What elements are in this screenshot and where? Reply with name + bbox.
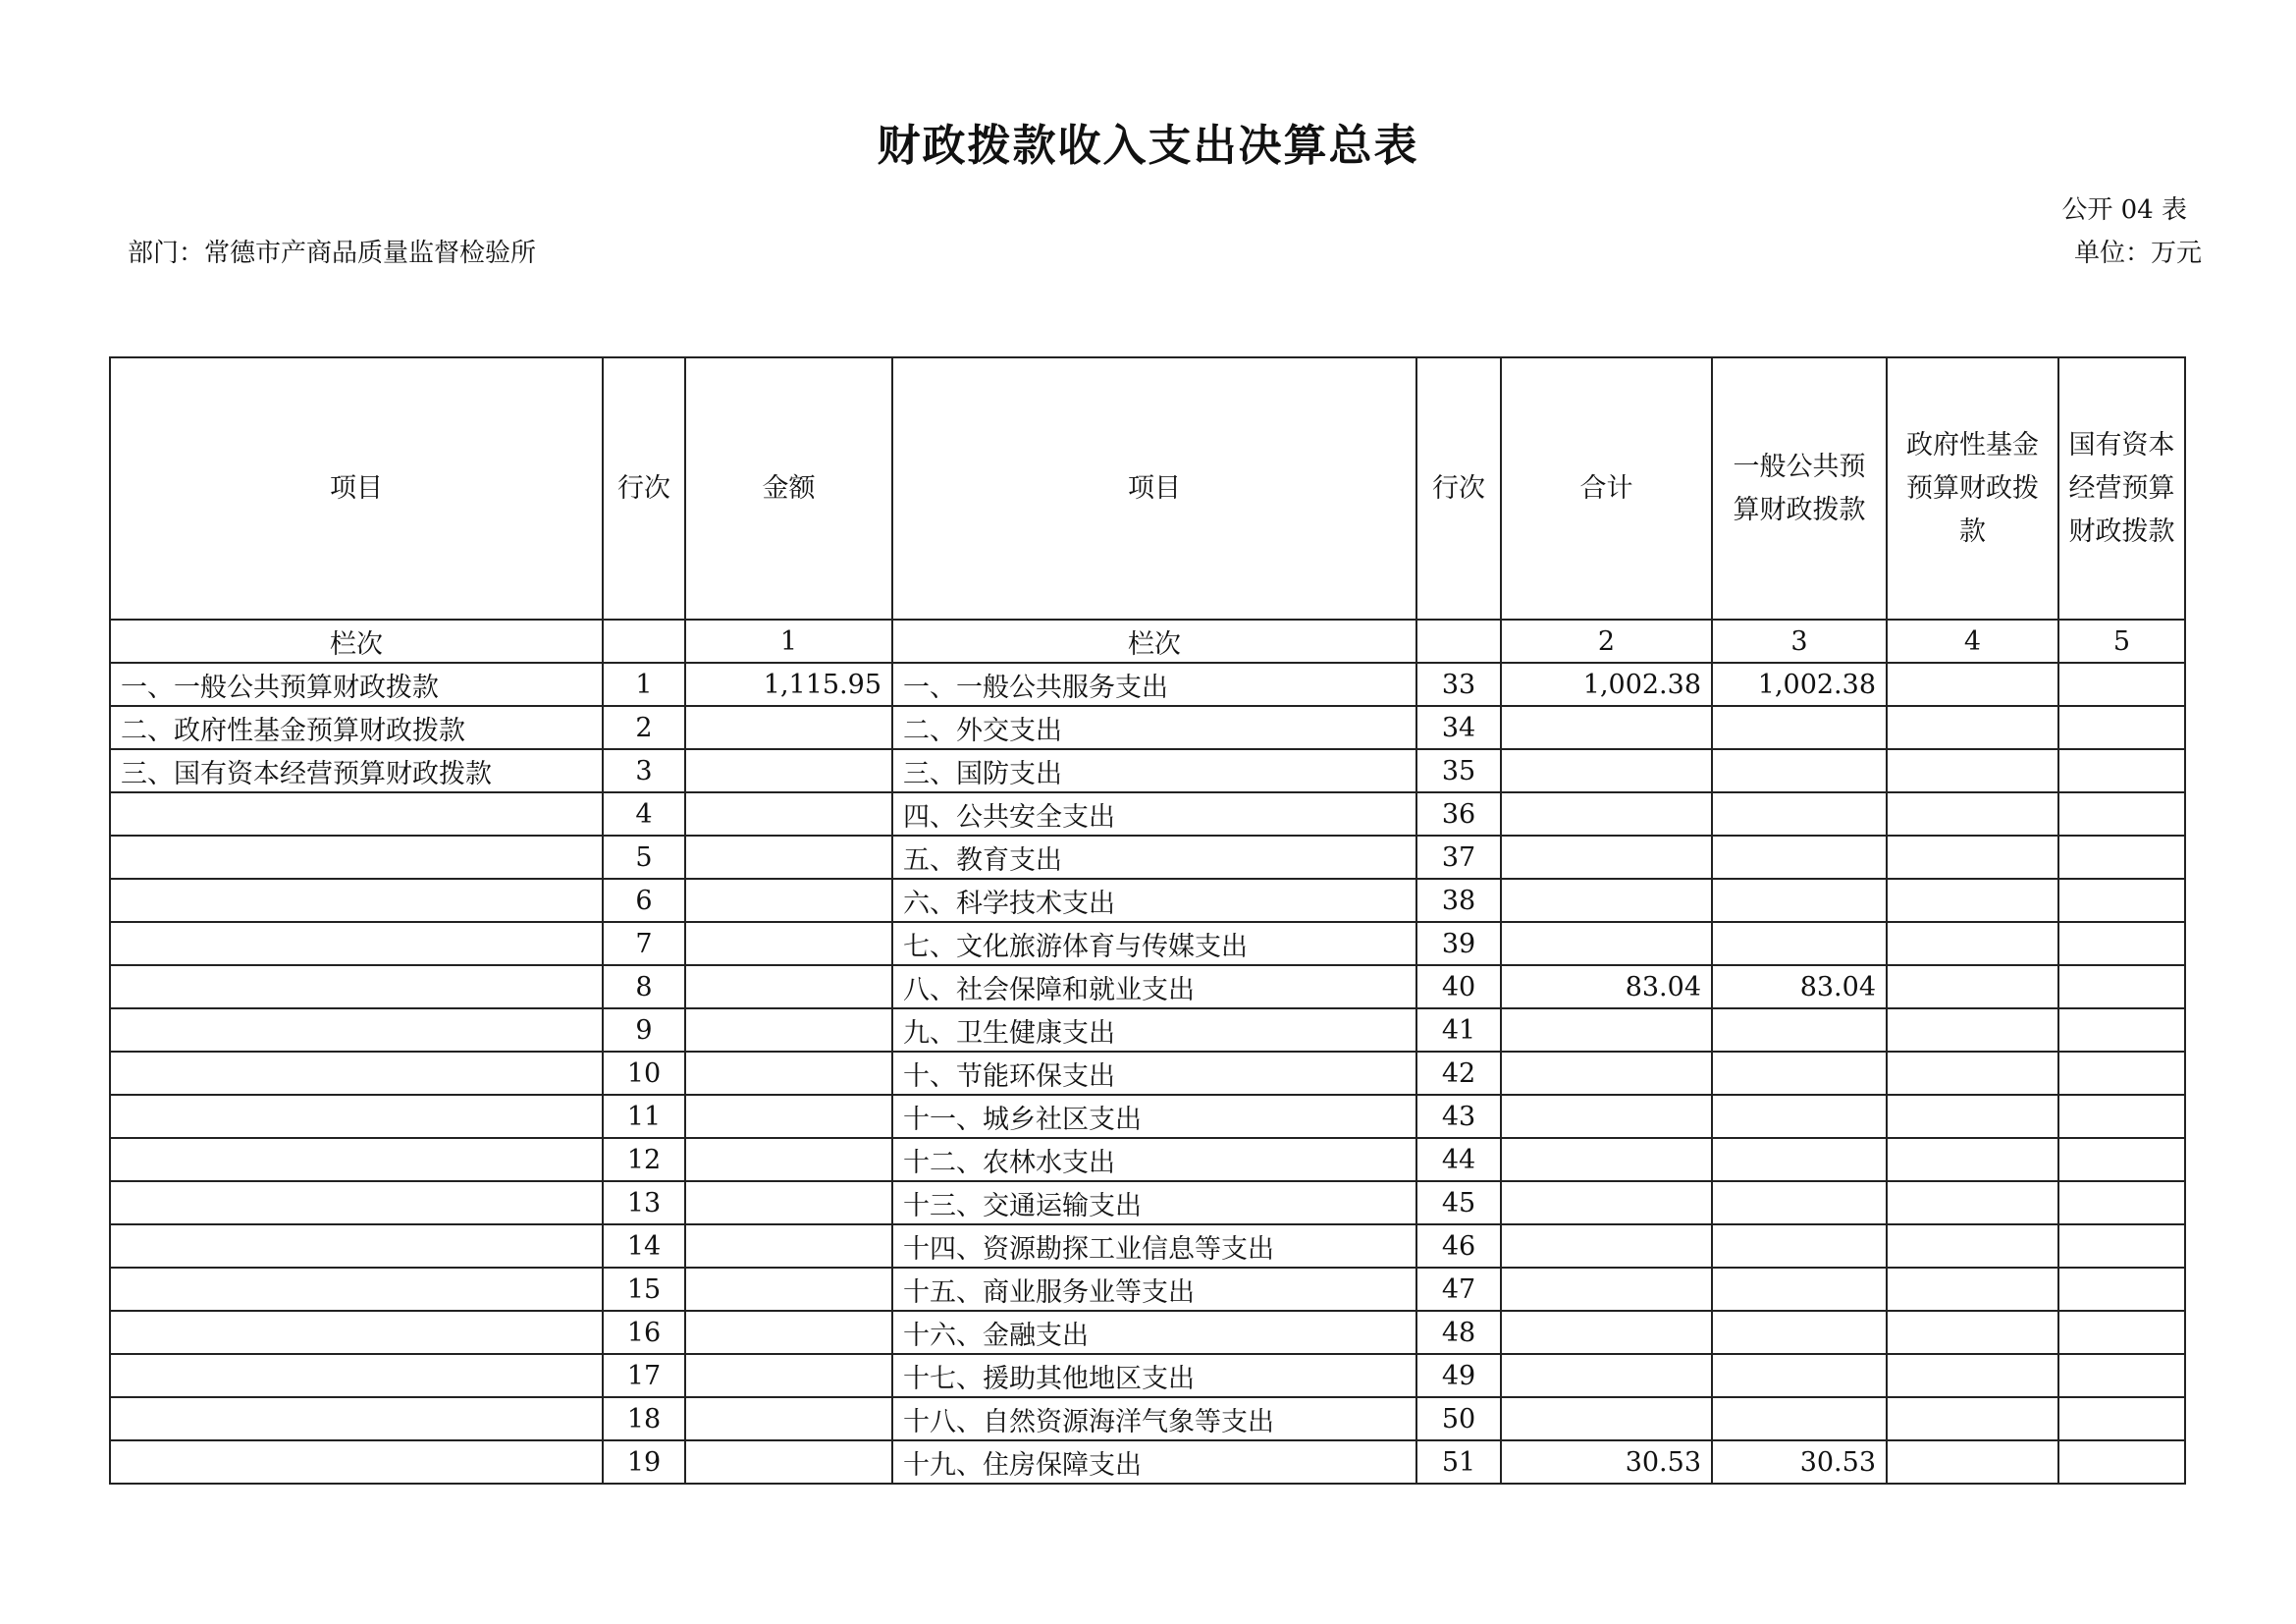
general-budget-cell bbox=[1712, 1224, 1887, 1268]
income-amount-cell bbox=[685, 922, 892, 965]
income-row-cell: 1 bbox=[603, 663, 685, 706]
general-budget-cell bbox=[1712, 1052, 1887, 1095]
expense-item-cell: 二、外交支出 bbox=[892, 706, 1416, 749]
table-row bbox=[110, 1397, 2185, 1440]
expense-item-cell: 十九、住房保障支出 bbox=[892, 1440, 1416, 1484]
expense-item-cell: 十四、资源勘探工业信息等支出 bbox=[892, 1224, 1416, 1268]
header-total: 合计 bbox=[1501, 357, 1712, 620]
expense-row-cell: 48 bbox=[1416, 1311, 1501, 1354]
income-item-cell bbox=[110, 965, 603, 1008]
income-item-cell bbox=[110, 1224, 603, 1268]
table-row bbox=[110, 879, 2185, 922]
income-item-cell: 三、国有资本经营预算财政拨款 bbox=[110, 749, 603, 792]
income-row-cell: 16 bbox=[603, 1311, 685, 1354]
income-item-cell bbox=[110, 1397, 603, 1440]
general-budget-cell bbox=[1712, 792, 1887, 836]
income-item-cell bbox=[110, 1181, 603, 1224]
income-amount-cell bbox=[685, 1181, 892, 1224]
header-gov-fund: 政府性基金预算财政拨款 bbox=[1887, 357, 2058, 620]
expense-row-cell: 49 bbox=[1416, 1354, 1501, 1397]
gov-fund-cell bbox=[1887, 965, 2058, 1008]
expense-row-cell: 39 bbox=[1416, 922, 1501, 965]
income-item-cell: 二、政府性基金预算财政拨款 bbox=[110, 706, 603, 749]
total-cell bbox=[1501, 879, 1712, 922]
expense-item-cell: 七、文化旅游体育与传媒支出 bbox=[892, 922, 1416, 965]
header-income-amount: 金额 bbox=[685, 357, 892, 620]
gov-fund-cell bbox=[1887, 1008, 2058, 1052]
gov-fund-cell bbox=[1887, 879, 2058, 922]
table-row bbox=[110, 706, 2185, 749]
income-amount-cell bbox=[685, 1052, 892, 1095]
general-budget-cell bbox=[1712, 1311, 1887, 1354]
general-budget-cell bbox=[1712, 1397, 1887, 1440]
column-index-5: 5 bbox=[2058, 620, 2185, 663]
gov-fund-cell bbox=[1887, 749, 2058, 792]
income-row-cell: 13 bbox=[603, 1181, 685, 1224]
state-capital-cell bbox=[2058, 1052, 2185, 1095]
income-item-cell bbox=[110, 836, 603, 879]
income-amount-cell bbox=[685, 1397, 892, 1440]
table-row bbox=[110, 1311, 2185, 1354]
state-capital-cell bbox=[2058, 1268, 2185, 1311]
income-amount-cell bbox=[685, 1008, 892, 1052]
income-row-cell: 8 bbox=[603, 965, 685, 1008]
gov-fund-cell bbox=[1887, 1440, 2058, 1484]
state-capital-cell bbox=[2058, 836, 2185, 879]
state-capital-cell bbox=[2058, 922, 2185, 965]
income-amount-cell: 1,115.95 bbox=[685, 663, 892, 706]
gov-fund-cell bbox=[1887, 1224, 2058, 1268]
expense-row-cell: 34 bbox=[1416, 706, 1501, 749]
income-row-cell: 7 bbox=[603, 922, 685, 965]
general-budget-cell bbox=[1712, 836, 1887, 879]
income-row-cell: 6 bbox=[603, 879, 685, 922]
income-amount-cell bbox=[685, 749, 892, 792]
expense-row-cell: 42 bbox=[1416, 1052, 1501, 1095]
expense-row-cell: 33 bbox=[1416, 663, 1501, 706]
gov-fund-cell bbox=[1887, 836, 2058, 879]
header-expense-item: 项目 bbox=[892, 357, 1416, 620]
expense-item-cell: 十、节能环保支出 bbox=[892, 1052, 1416, 1095]
page-title: 财政拨款收入支出决算总表 bbox=[877, 121, 1419, 171]
column-index-empty bbox=[1416, 620, 1501, 663]
header-general-budget: 一般公共预算财政拨款 bbox=[1712, 357, 1887, 620]
expense-item-cell: 十五、商业服务业等支出 bbox=[892, 1268, 1416, 1311]
income-row-cell: 15 bbox=[603, 1268, 685, 1311]
expense-item-cell: 十六、金融支出 bbox=[892, 1311, 1416, 1354]
table-row bbox=[110, 663, 2185, 706]
total-cell: 1,002.38 bbox=[1501, 663, 1712, 706]
income-row-cell: 18 bbox=[603, 1397, 685, 1440]
expense-row-cell: 45 bbox=[1416, 1181, 1501, 1224]
gov-fund-cell bbox=[1887, 1311, 2058, 1354]
budget-summary-table bbox=[109, 356, 2186, 1485]
income-row-cell: 2 bbox=[603, 706, 685, 749]
expense-row-cell: 46 bbox=[1416, 1224, 1501, 1268]
expense-item-cell: 五、教育支出 bbox=[892, 836, 1416, 879]
general-budget-cell bbox=[1712, 1008, 1887, 1052]
general-budget-cell bbox=[1712, 706, 1887, 749]
gov-fund-cell bbox=[1887, 1095, 2058, 1138]
income-amount-cell bbox=[685, 1311, 892, 1354]
state-capital-cell bbox=[2058, 1181, 2185, 1224]
state-capital-cell bbox=[2058, 1311, 2185, 1354]
header-state-capital: 国有资本经营预算财政拨款 bbox=[2058, 357, 2185, 620]
total-cell bbox=[1501, 1052, 1712, 1095]
total-cell bbox=[1501, 836, 1712, 879]
gov-fund-cell bbox=[1887, 663, 2058, 706]
income-item-cell bbox=[110, 1268, 603, 1311]
state-capital-cell bbox=[2058, 965, 2185, 1008]
state-capital-cell bbox=[2058, 1008, 2185, 1052]
general-budget-cell bbox=[1712, 1354, 1887, 1397]
total-cell: 83.04 bbox=[1501, 965, 1712, 1008]
income-row-cell: 9 bbox=[603, 1008, 685, 1052]
income-amount-cell bbox=[685, 879, 892, 922]
gov-fund-cell bbox=[1887, 706, 2058, 749]
income-item-cell bbox=[110, 1095, 603, 1138]
column-index-row bbox=[110, 620, 2185, 663]
income-amount-cell bbox=[685, 706, 892, 749]
table-row bbox=[110, 965, 2185, 1008]
expense-item-cell: 八、社会保障和就业支出 bbox=[892, 965, 1416, 1008]
table-row bbox=[110, 749, 2185, 792]
header-row bbox=[110, 357, 2185, 620]
expense-item-cell: 十一、城乡社区支出 bbox=[892, 1095, 1416, 1138]
expense-item-cell: 三、国防支出 bbox=[892, 749, 1416, 792]
income-row-cell: 19 bbox=[603, 1440, 685, 1484]
gov-fund-cell bbox=[1887, 1138, 2058, 1181]
expense-item-cell: 十八、自然资源海洋气象等支出 bbox=[892, 1397, 1416, 1440]
income-item-cell bbox=[110, 1052, 603, 1095]
general-budget-cell: 83.04 bbox=[1712, 965, 1887, 1008]
general-budget-cell bbox=[1712, 1138, 1887, 1181]
gov-fund-cell bbox=[1887, 1181, 2058, 1224]
column-index-expense-label: 栏次 bbox=[892, 620, 1416, 663]
expense-row-cell: 44 bbox=[1416, 1138, 1501, 1181]
expense-item-cell: 四、公共安全支出 bbox=[892, 792, 1416, 836]
income-row-cell: 3 bbox=[603, 749, 685, 792]
expense-row-cell: 50 bbox=[1416, 1397, 1501, 1440]
state-capital-cell bbox=[2058, 1440, 2185, 1484]
general-budget-cell bbox=[1712, 922, 1887, 965]
expense-row-cell: 38 bbox=[1416, 879, 1501, 922]
gov-fund-cell bbox=[1887, 1397, 2058, 1440]
income-row-cell: 14 bbox=[603, 1224, 685, 1268]
gov-fund-cell bbox=[1887, 1268, 2058, 1311]
state-capital-cell bbox=[2058, 1095, 2185, 1138]
total-cell bbox=[1501, 1181, 1712, 1224]
total-cell bbox=[1501, 1224, 1712, 1268]
expense-item-cell: 十二、农林水支出 bbox=[892, 1138, 1416, 1181]
total-cell bbox=[1501, 792, 1712, 836]
state-capital-cell bbox=[2058, 1354, 2185, 1397]
income-amount-cell bbox=[685, 792, 892, 836]
form-number: 公开 04 表 bbox=[2061, 195, 2187, 225]
expense-item-cell: 一、一般公共服务支出 bbox=[892, 663, 1416, 706]
income-amount-cell bbox=[685, 1268, 892, 1311]
general-budget-cell bbox=[1712, 1268, 1887, 1311]
state-capital-cell bbox=[2058, 792, 2185, 836]
income-item-cell bbox=[110, 1354, 603, 1397]
column-index-3: 3 bbox=[1712, 620, 1887, 663]
expense-row-cell: 37 bbox=[1416, 836, 1501, 879]
general-budget-cell bbox=[1712, 1181, 1887, 1224]
expense-row-cell: 43 bbox=[1416, 1095, 1501, 1138]
column-index-4: 4 bbox=[1887, 620, 2058, 663]
table-row bbox=[110, 1138, 2185, 1181]
table-row bbox=[110, 1008, 2185, 1052]
column-index-1: 1 bbox=[685, 620, 892, 663]
income-amount-cell bbox=[685, 1095, 892, 1138]
income-row-cell: 17 bbox=[603, 1354, 685, 1397]
gov-fund-cell bbox=[1887, 922, 2058, 965]
expense-row-cell: 35 bbox=[1416, 749, 1501, 792]
expense-item-cell: 十三、交通运输支出 bbox=[892, 1181, 1416, 1224]
total-cell bbox=[1501, 1138, 1712, 1181]
expense-item-cell: 九、卫生健康支出 bbox=[892, 1008, 1416, 1052]
income-item-cell bbox=[110, 792, 603, 836]
state-capital-cell bbox=[2058, 749, 2185, 792]
total-cell bbox=[1501, 1354, 1712, 1397]
header-expense-row: 行次 bbox=[1416, 357, 1501, 620]
total-cell: 30.53 bbox=[1501, 1440, 1712, 1484]
expense-row-cell: 40 bbox=[1416, 965, 1501, 1008]
table-row bbox=[110, 1095, 2185, 1138]
income-row-cell: 4 bbox=[603, 792, 685, 836]
income-amount-cell bbox=[685, 1354, 892, 1397]
income-amount-cell bbox=[685, 1138, 892, 1181]
expense-row-cell: 41 bbox=[1416, 1008, 1501, 1052]
table-row bbox=[110, 1440, 2185, 1484]
header-income-row: 行次 bbox=[603, 357, 685, 620]
table-row bbox=[110, 836, 2185, 879]
gov-fund-cell bbox=[1887, 1354, 2058, 1397]
income-item-cell bbox=[110, 879, 603, 922]
table-row bbox=[110, 1181, 2185, 1224]
income-item-cell: 一、一般公共预算财政拨款 bbox=[110, 663, 603, 706]
expense-item-cell: 六、科学技术支出 bbox=[892, 879, 1416, 922]
income-amount-cell bbox=[685, 1224, 892, 1268]
general-budget-cell bbox=[1712, 879, 1887, 922]
header-income-item: 项目 bbox=[110, 357, 603, 620]
general-budget-cell bbox=[1712, 749, 1887, 792]
table-row bbox=[110, 1354, 2185, 1397]
income-row-cell: 11 bbox=[603, 1095, 685, 1138]
expense-row-cell: 51 bbox=[1416, 1440, 1501, 1484]
expense-item-cell: 十七、援助其他地区支出 bbox=[892, 1354, 1416, 1397]
state-capital-cell bbox=[2058, 1397, 2185, 1440]
income-item-cell bbox=[110, 922, 603, 965]
general-budget-cell: 1,002.38 bbox=[1712, 663, 1887, 706]
total-cell bbox=[1501, 1397, 1712, 1440]
department-label: 部门：常德市产商品质量监督检验所 bbox=[128, 239, 537, 268]
total-cell bbox=[1501, 1311, 1712, 1354]
table-row bbox=[110, 1052, 2185, 1095]
column-index-income-label: 栏次 bbox=[110, 620, 603, 663]
state-capital-cell bbox=[2058, 1138, 2185, 1181]
income-row-cell: 10 bbox=[603, 1052, 685, 1095]
income-amount-cell bbox=[685, 1440, 892, 1484]
gov-fund-cell bbox=[1887, 792, 2058, 836]
total-cell bbox=[1501, 1095, 1712, 1138]
column-index-2: 2 bbox=[1501, 620, 1712, 663]
income-item-cell bbox=[110, 1440, 603, 1484]
table-row bbox=[110, 1268, 2185, 1311]
income-row-cell: 5 bbox=[603, 836, 685, 879]
income-item-cell bbox=[110, 1138, 603, 1181]
table-row bbox=[110, 922, 2185, 965]
total-cell bbox=[1501, 706, 1712, 749]
income-amount-cell bbox=[685, 836, 892, 879]
expense-row-cell: 47 bbox=[1416, 1268, 1501, 1311]
total-cell bbox=[1501, 1008, 1712, 1052]
income-amount-cell bbox=[685, 965, 892, 1008]
gov-fund-cell bbox=[1887, 1052, 2058, 1095]
income-item-cell bbox=[110, 1008, 603, 1052]
income-row-cell: 12 bbox=[603, 1138, 685, 1181]
unit-label: 单位：万元 bbox=[2073, 239, 2202, 268]
table-row bbox=[110, 792, 2185, 836]
table-row bbox=[110, 1224, 2185, 1268]
income-item-cell bbox=[110, 1311, 603, 1354]
total-cell bbox=[1501, 1268, 1712, 1311]
state-capital-cell bbox=[2058, 663, 2185, 706]
state-capital-cell bbox=[2058, 1224, 2185, 1268]
column-index-empty bbox=[603, 620, 685, 663]
total-cell bbox=[1501, 922, 1712, 965]
expense-row-cell: 36 bbox=[1416, 792, 1501, 836]
state-capital-cell bbox=[2058, 706, 2185, 749]
state-capital-cell bbox=[2058, 879, 2185, 922]
total-cell bbox=[1501, 749, 1712, 792]
general-budget-cell bbox=[1712, 1095, 1887, 1138]
general-budget-cell: 30.53 bbox=[1712, 1440, 1887, 1484]
